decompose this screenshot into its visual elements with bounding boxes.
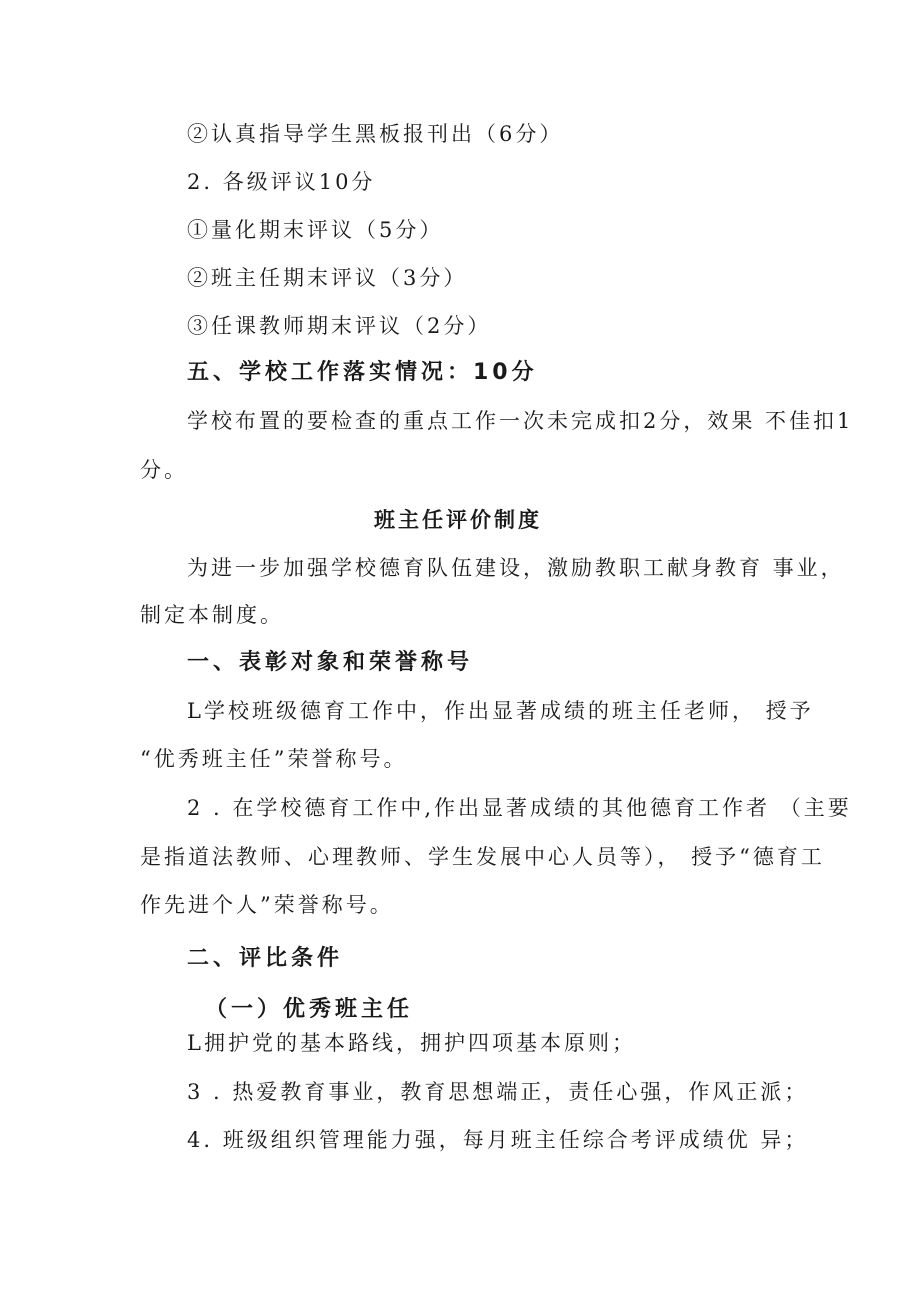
honor-item-2-line1: 2 . 在学校德育工作中,作出显著成绩的其他德育工作者 （主要 (187, 796, 852, 820)
subsection-heading-excellent-teacher: （一）优秀班主任 (205, 997, 414, 1022)
item-blackboard-guidance: ②认真指导学生黑板报刊出（6分） (187, 122, 564, 146)
document-title: 班主任评价制度 (374, 508, 542, 532)
section-heading-criteria: 二、评比条件 (187, 946, 344, 971)
criteria-item-4: 4. 班级组织管理能力强，每月班主任综合考评成绩优 异； (187, 1128, 809, 1152)
intro-paragraph-line1: 为进一步加强学校德育队伍建设，激励教职工献身教育 事业， (187, 556, 845, 580)
section-heading-honors: 一、表彰对象和荣誉称号 (187, 650, 474, 675)
honor-item-2-line2: 是指道法教师、心理教师、学生发展中心人员等）， 授予“德育工 (140, 845, 825, 869)
criteria-item-1: L拥护党的基本路线，拥护四项基本原则； (187, 1031, 636, 1055)
paragraph-school-work-line1: 学校布置的要检查的重点工作一次未完成扣2分，效果 不佳扣1 (187, 409, 854, 433)
paragraph-school-work-line2: 分。 (140, 458, 188, 482)
section-heading-school-work: 五、学校工作落实情况：10分 (187, 360, 538, 385)
honor-item-1-line1: L学校班级德育工作中，作出显著成绩的班主任老师， 授予 (187, 699, 814, 723)
item-quantified-evaluation: ①量化期末评议（5分） (187, 218, 444, 242)
item-evaluation-heading: 2. 各级评议10分 (187, 170, 376, 194)
item-subject-teacher-evaluation: ③任课教师期末评议（2分） (187, 314, 492, 338)
criteria-item-3: 3 . 热爱教育事业，教育思想端正，责任心强，作风正派； (187, 1080, 809, 1104)
honor-item-2-line3: 作先进个人”荣誉称号。 (140, 893, 394, 917)
honor-item-1-line2: “优秀班主任”荣誉称号。 (140, 747, 408, 771)
item-head-teacher-evaluation: ②班主任期末评议（3分） (187, 266, 468, 290)
intro-paragraph-line2: 制定本制度。 (140, 603, 284, 627)
